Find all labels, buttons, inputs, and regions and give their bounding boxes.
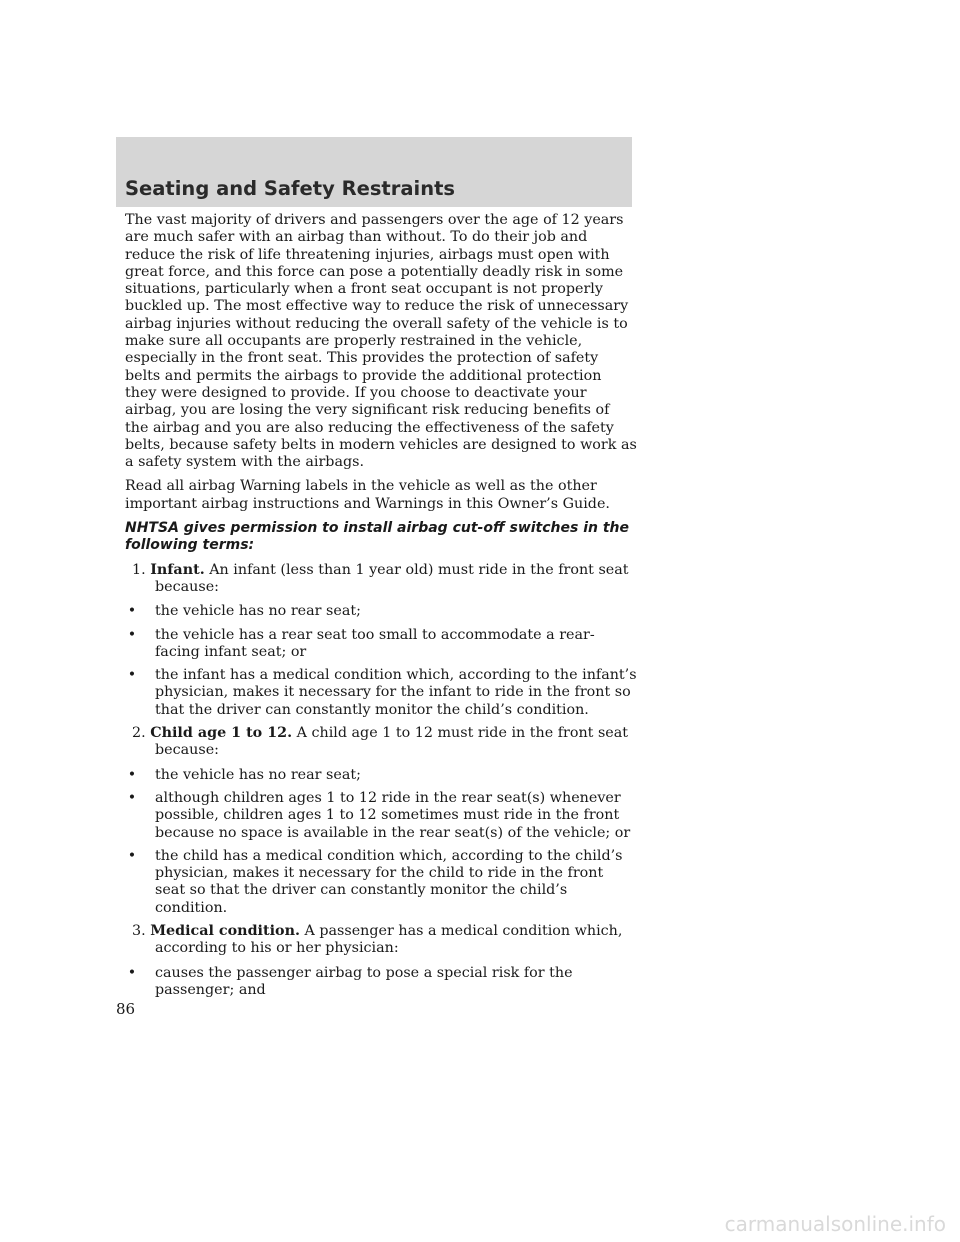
item-text: A passenger has a medical condition which, according to his or her physician: bbox=[155, 922, 623, 957]
list-item bbox=[125, 667, 637, 719]
list-item bbox=[125, 848, 637, 917]
item-number: 1. bbox=[132, 561, 146, 578]
item-text: An infant (less than 1 year old) must ride in the front seat because: bbox=[155, 561, 629, 595]
list-item-text: the vehicle has no rear seat; bbox=[155, 766, 361, 783]
numbered-item bbox=[125, 562, 637, 597]
bullet-icon: • bbox=[127, 964, 137, 981]
bullet-icon: • bbox=[127, 766, 137, 783]
bullet-icon: • bbox=[127, 789, 137, 806]
bullet-icon: • bbox=[127, 603, 137, 620]
list-item bbox=[125, 767, 637, 784]
bullet-icon: • bbox=[127, 667, 137, 684]
list-item-text: the infant has a medical condition which, according to the infant’s physician, makes it necessary for the infant to ride in the front so that the driver can constantly monitor the child’s condition. bbox=[155, 667, 637, 718]
numbered-item bbox=[125, 923, 637, 958]
list-item bbox=[125, 965, 637, 1000]
item-text: A child age 1 to 12 must ride in the front seat because: bbox=[155, 725, 629, 759]
item-number: 2. bbox=[132, 725, 146, 742]
bullet-icon: • bbox=[127, 626, 137, 643]
numbered-item bbox=[125, 725, 637, 760]
page-number: 86 bbox=[116, 1000, 136, 1018]
body-paragraph: The vast majority of drivers and passengers over the age of 12 years are much safer with an airbag than without. To do their job and reduce the risk of life threatening injuries, airbags must open with great force, and this force can pose a potentially deadly risk in some situations, particularly when a front seat occupant is not properly buckled up. The most effective way to reduce the risk of unnecessary airbag injuries without reducing the overall safety of the vehicle is to make sure all occupants are properly restrained in the vehicle, especially in the front seat. This provides the protection of safety belts and permits the airbags to provide the additional protection they were designed to provide. If you choose to deactivate your airbag, you are losing the very significant risk reducing benefits of the airbag and you are also reducing the effectiveness of the safety belts, because safety belts in modern vehicles are designed to work as a safety system with the airbags. bbox=[125, 212, 637, 471]
list-item-text: although children ages 1 to 12 ride in the rear seat(s) whenever possible, children ages 1 to 12 sometimes must ride in the front because no space is available in the rear seat(s) of the vehicle; or bbox=[155, 789, 631, 841]
watermark-link[interactable]: carmanualsonline.info bbox=[724, 1212, 946, 1236]
item-title: Infant. bbox=[150, 561, 205, 578]
list-item bbox=[125, 603, 637, 620]
lead-in-heading: NHTSA gives permission to install airbag cut-off switches in the following terms: bbox=[125, 520, 629, 554]
section-title: Seating and Safety Restraints bbox=[125, 177, 456, 200]
item-title: Medical condition. bbox=[150, 922, 300, 939]
bullet-icon: • bbox=[127, 847, 137, 864]
list-item-text: causes the passenger airbag to pose a special risk for the passenger; and bbox=[155, 964, 573, 998]
list-item-text: the vehicle has no rear seat; bbox=[155, 603, 361, 620]
item-number: 3. bbox=[132, 922, 146, 939]
list-item bbox=[125, 627, 637, 662]
list-item-text: the child has a medical condition which, according to the child’s physician, makes it necessary for the child to ride in the front seat so that the driver can constantly monitor the child’s condition. bbox=[155, 847, 623, 916]
list-item bbox=[125, 790, 637, 842]
item-title: Child age 1 to 12. bbox=[150, 725, 293, 742]
section-header bbox=[116, 137, 632, 207]
list-item-text: the vehicle has a rear seat too small to accommodate a rear-facing infant seat; or bbox=[155, 626, 595, 660]
page-content bbox=[125, 212, 637, 1005]
body-paragraph: Read all airbag Warning labels in the vehicle as well as the other important airbag instructions and Warnings in this Owner’s Guide. bbox=[125, 478, 610, 512]
